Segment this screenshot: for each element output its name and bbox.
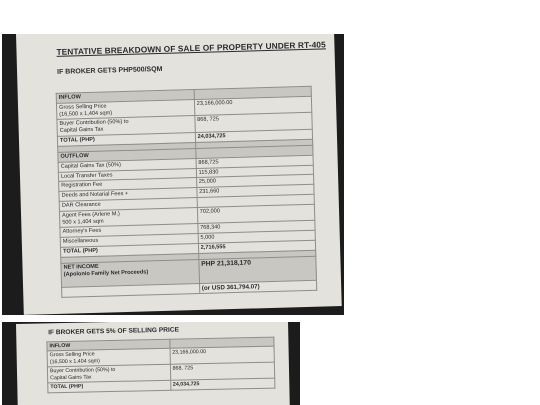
outflow-item-label: Deeds and Notarial Fees + bbox=[59, 188, 197, 202]
document-title: TENTATIVE BREAKDOWN OF SALE OF PROPERTY UNDER RT-405 bbox=[56, 39, 326, 57]
document-sheet bbox=[16, 34, 342, 315]
outflow-item-value: 231,660 bbox=[197, 184, 315, 197]
document-sheet bbox=[16, 322, 290, 405]
inflow-header: INFLOW bbox=[47, 339, 170, 351]
inflow-total-label: TOTAL (PHP) bbox=[48, 381, 171, 393]
buyer-contribution-label: Buyer Contribution (50%) to Capital Gains Tax bbox=[47, 365, 170, 383]
inflow-total-label: TOTAL (PHP) bbox=[57, 133, 195, 147]
outflow-item-value: 768,340 bbox=[198, 221, 316, 234]
scenario-subtitle: IF BROKER GETS PHP500/SQM bbox=[56, 65, 163, 76]
gross-selling-price-value: 23,166,000.00 bbox=[170, 347, 275, 365]
outflow-item-value: 115,830 bbox=[196, 165, 314, 178]
net-income-value: PHP 21,318,170 bbox=[199, 256, 317, 283]
inflow-total-value: 24,034,725 bbox=[195, 129, 313, 142]
gross-selling-price-value: 23,166,000.00 bbox=[194, 96, 312, 116]
net-income-label: NET INCOME (Apolonio Family Net Proceeds) bbox=[61, 259, 199, 287]
outflow-item-label: DAR Clearance bbox=[59, 197, 197, 211]
outflow-total-label: TOTAL (PHP) bbox=[60, 243, 198, 257]
outflow-item-label: Local Transfer Taxes bbox=[58, 168, 196, 182]
outflow-item-value: 5,000 bbox=[198, 230, 316, 243]
document-photo-1 bbox=[2, 34, 344, 315]
outflow-item-label: Miscellaneous bbox=[60, 234, 198, 248]
buyer-contribution-label: Buyer Contribution (50%) to Capital Gains Tax bbox=[57, 116, 195, 136]
agent-fees-label: Agent Fees (Arlene M.) 500 x 1,404 sqm bbox=[59, 207, 197, 227]
breakdown-table bbox=[46, 337, 275, 393]
inflow-header: INFLOW bbox=[56, 90, 194, 104]
outflow-item-value: 868,725 bbox=[196, 155, 314, 168]
inflow-total-value: 24,034,725 bbox=[170, 378, 275, 390]
scenario-subtitle: IF BROKER GETS 5% OF SELLING PRICE bbox=[48, 326, 180, 337]
net-income-usd-value: (or USD 361,794.07) bbox=[199, 280, 317, 294]
gross-selling-price-label: Gross Selling Price (16,500 x 1,404 sqm) bbox=[47, 349, 170, 367]
breakdown-table bbox=[56, 86, 318, 298]
gross-selling-price-label: Gross Selling Price (16,500 x 1,404 sqm) bbox=[56, 99, 194, 119]
outflow-item-label: Registration Fee bbox=[59, 178, 197, 192]
agent-fees-value: 702,000 bbox=[197, 204, 315, 224]
outflow-item-value: 25,000 bbox=[196, 175, 314, 188]
buyer-contribution-value: 868, 725 bbox=[170, 362, 275, 380]
outflow-total-value: 2,716,555 bbox=[198, 240, 316, 253]
outflow-item-label: Capital Gains Tax (50%) bbox=[58, 158, 196, 172]
document-photo-2 bbox=[2, 322, 300, 405]
outflow-header: OUTFLOW bbox=[58, 148, 196, 162]
buyer-contribution-value: 868, 725 bbox=[195, 113, 313, 133]
outflow-item-label: Attorney's Fees bbox=[60, 224, 198, 238]
